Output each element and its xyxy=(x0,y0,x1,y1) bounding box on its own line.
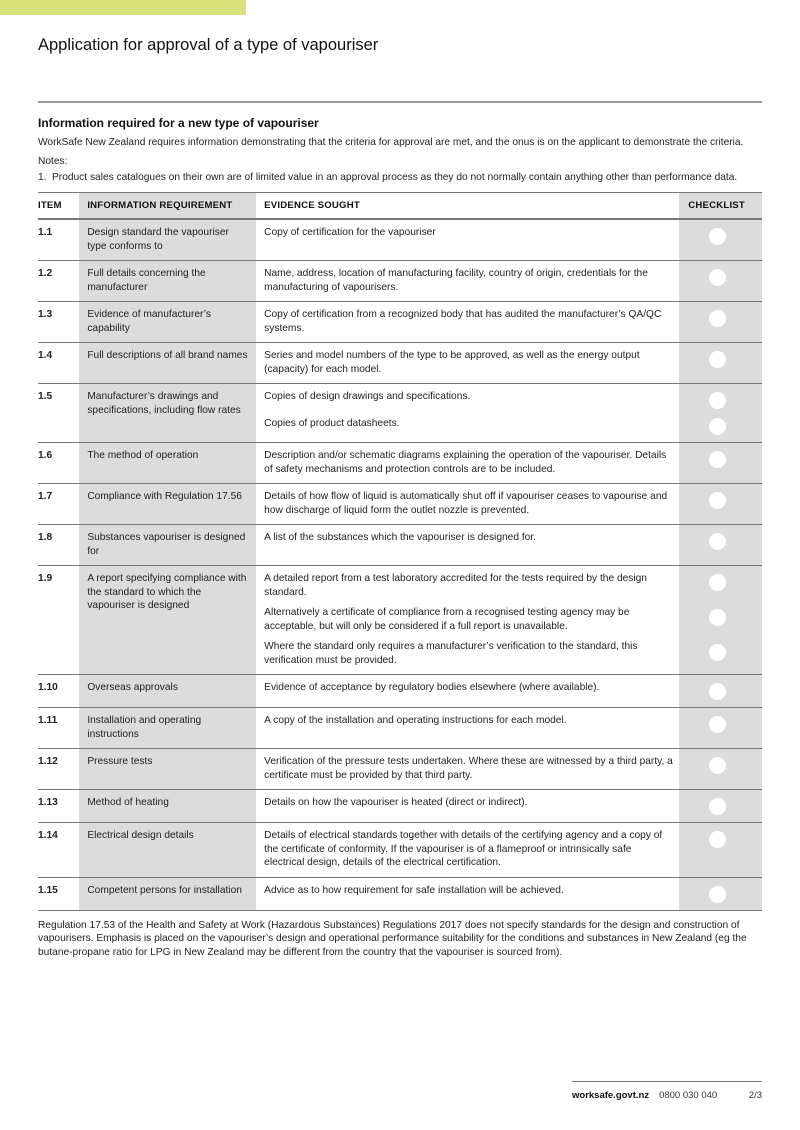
evidence-text: Copies of design drawings and specifications. xyxy=(264,391,471,402)
table-row xyxy=(38,219,762,261)
table-row xyxy=(38,675,762,708)
checklist-radio[interactable] xyxy=(709,831,726,848)
item-number: 1.9 xyxy=(38,573,53,584)
section-title: Information required for a new type of vapouriser xyxy=(38,116,319,130)
item-number: 1.2 xyxy=(38,268,53,279)
table-row xyxy=(38,790,762,823)
checklist-cell xyxy=(679,566,762,675)
table-row xyxy=(38,566,762,675)
checklist-radio[interactable] xyxy=(709,683,726,700)
checklist-cell xyxy=(679,261,762,302)
evidence-sought xyxy=(256,302,679,343)
evidence-sought xyxy=(256,749,679,790)
regulation-footnote: Regulation 17.53 of the Health and Safety at Work (Hazardous Substances) Regulations 2017 does not specify standards for the design and construction of vapourisers. Emphasis is placed on the vapouriser’s design and operational performance suitability for the conditions and substances in New Zealand (eg the butane-propane ratio for LPG in New Zealand may be different from the country that the vapouriser is sourced from). xyxy=(38,919,747,958)
information-requirement: Overseas approvals xyxy=(79,675,256,708)
table-row xyxy=(38,708,762,749)
evidence-text: A copy of the installation and operating instructions for each model. xyxy=(264,715,567,726)
item-number: 1.3 xyxy=(38,309,53,320)
item-number: 1.8 xyxy=(38,532,53,543)
item-number: 1.5 xyxy=(38,391,53,402)
table-row xyxy=(38,823,762,878)
checklist-cell xyxy=(679,443,762,484)
footer-phone: 0800 030 040 xyxy=(659,1090,718,1101)
accent-bar xyxy=(0,0,246,15)
evidence-sought xyxy=(256,484,679,525)
checklist-radio[interactable] xyxy=(709,392,726,409)
checklist-cell xyxy=(679,708,762,749)
evidence-sought xyxy=(256,675,679,708)
table-row xyxy=(38,877,762,910)
checklist-cell xyxy=(679,219,762,261)
evidence-text: Name, address, location of manufacturing facility, country of origin, credentials for the manufacturing of vapourisers. xyxy=(264,268,648,293)
table-body xyxy=(38,219,762,910)
checklist-radio[interactable] xyxy=(709,716,726,733)
evidence-text: Description and/or schematic diagrams explaining the operation of the vapouriser. Details of safety mechanisms and protection controls are to be included. xyxy=(264,450,667,475)
information-requirement: Full descriptions of all brand names xyxy=(79,343,256,384)
evidence-sought xyxy=(256,261,679,302)
checklist-cell xyxy=(679,484,762,525)
information-requirement: A report specifying compliance with the standard to which the vapouriser is designed xyxy=(79,566,256,675)
checklist-radio[interactable] xyxy=(709,574,726,591)
information-requirement: Substances vapouriser is designed for xyxy=(79,525,256,566)
evidence-text: Copy of certification for the vapouriser xyxy=(264,227,436,238)
evidence-text: Series and model numbers of the type to be approved, as well as the energy output (capacity) for each model. xyxy=(264,350,640,375)
checklist-cell xyxy=(679,749,762,790)
evidence-sought xyxy=(256,823,679,878)
checklist-radio[interactable] xyxy=(709,451,726,468)
information-requirement: Competent persons for installation xyxy=(79,877,256,910)
evidence-text: Details on how the vapouriser is heated (direct or indirect). xyxy=(264,797,528,808)
page-footer xyxy=(572,1081,762,1101)
information-requirement: Design standard the vapouriser type conforms to xyxy=(79,219,256,261)
checklist-radio[interactable] xyxy=(709,418,726,435)
information-requirement: Method of heating xyxy=(79,790,256,823)
information-requirement: Full details concerning the manufacturer xyxy=(79,261,256,302)
checklist-cell xyxy=(679,525,762,566)
header-information-requirement: INFORMATION REQUIREMENT xyxy=(79,192,256,219)
table-header-row xyxy=(38,192,762,219)
page-title: Application for approval of a type of vapouriser xyxy=(38,36,379,54)
evidence-text: Copies of product datasheets. xyxy=(264,417,400,429)
evidence-text: A detailed report from a test laboratory accredited for the tests required by the design standard. xyxy=(264,573,647,598)
item-number: 1.6 xyxy=(38,450,53,461)
evidence-sought xyxy=(256,343,679,384)
checklist-radio[interactable] xyxy=(709,351,726,368)
page-number: 2/3 xyxy=(748,1090,762,1101)
checklist-cell xyxy=(679,384,762,443)
evidence-sought xyxy=(256,525,679,566)
evidence-sought xyxy=(256,708,679,749)
title-divider xyxy=(38,101,762,103)
evidence-text: A list of the substances which the vapouriser is designed for. xyxy=(264,532,536,543)
checklist-radio[interactable] xyxy=(709,533,726,550)
header-checklist: CHECKLIST xyxy=(679,192,762,219)
information-requirement: Compliance with Regulation 17.56 xyxy=(79,484,256,525)
note-number: 1. xyxy=(38,172,47,183)
checklist-radio[interactable] xyxy=(709,269,726,286)
checklist-radio[interactable] xyxy=(709,886,726,903)
item-number: 1.10 xyxy=(38,682,58,693)
note-text: Product sales catalogues on their own are of limited value in an approval process as they do not normally contain anything other than performance data. xyxy=(52,172,738,183)
intro-paragraph: WorkSafe New Zealand requires information demonstrating that the criteria for approval are met, and the onus is on the applicant to demonstrate the criteria. xyxy=(38,137,744,148)
main-content xyxy=(38,116,762,959)
checklist-cell xyxy=(679,675,762,708)
notes-label: Notes: xyxy=(38,155,68,167)
information-requirement: Installation and operating instructions xyxy=(79,708,256,749)
information-requirement: Pressure tests xyxy=(79,749,256,790)
item-number: 1.11 xyxy=(38,715,58,726)
table-row xyxy=(38,484,762,525)
information-requirement: Manufacturer’s drawings and specifications, including flow rates xyxy=(79,384,256,443)
information-requirement: Electrical design details xyxy=(79,823,256,878)
evidence-text: Advice as to how requirement for safe installation will be achieved. xyxy=(264,884,564,896)
evidence-text: Verification of the pressure tests undertaken. Where these are witnessed by a third party, a certificate must be provided by that third party. xyxy=(264,756,673,781)
evidence-text: Alternatively a certificate of compliance from a recognised testing agency may be acceptable, but will only be considered if a full report is unavailable. xyxy=(264,607,630,632)
checklist-radio[interactable] xyxy=(709,310,726,327)
evidence-sought xyxy=(256,443,679,484)
checklist-radio[interactable] xyxy=(709,492,726,509)
evidence-text: Details of how flow of liquid is automatically shut off if vapouriser ceases to vapourise and how discharge of liquid form the outlet nozzle is prevented. xyxy=(264,491,668,516)
evidence-sought xyxy=(256,877,679,910)
checklist-radio[interactable] xyxy=(709,609,726,626)
evidence-text: Copy of certification from a recognized body that has audited the manufacturer’s QA/QC systems. xyxy=(264,309,662,334)
requirements-table xyxy=(38,192,762,911)
evidence-sought xyxy=(256,790,679,823)
table-row xyxy=(38,261,762,302)
checklist-cell xyxy=(679,823,762,878)
item-number: 1.13 xyxy=(38,797,58,808)
checklist-radio[interactable] xyxy=(709,644,726,661)
checklist-cell xyxy=(679,302,762,343)
note-item xyxy=(38,171,762,185)
evidence-text: Where the standard only requires a manufacturer’s verification to the standard, this verification must be provided. xyxy=(264,641,638,666)
footer-divider xyxy=(572,1081,762,1082)
table-row xyxy=(38,443,762,484)
footer-website: worksafe.govt.nz xyxy=(572,1090,650,1101)
table-row xyxy=(38,525,762,566)
information-requirement: The method of operation xyxy=(79,443,256,484)
item-number: 1.12 xyxy=(38,756,58,767)
checklist-cell xyxy=(679,790,762,823)
evidence-sought xyxy=(256,384,679,443)
header-item: ITEM xyxy=(38,199,62,211)
table-row xyxy=(38,749,762,790)
item-number: 1.1 xyxy=(38,227,53,238)
checklist-radio[interactable] xyxy=(709,798,726,815)
checklist-radio[interactable] xyxy=(709,757,726,774)
header-evidence-sought: EVIDENCE SOUGHT xyxy=(264,199,360,211)
item-number: 1.7 xyxy=(38,491,53,502)
item-number: 1.14 xyxy=(38,830,58,841)
evidence-text: Details of electrical standards together with details of the certifying agency and a copy of the certificate of conformity. If the vapouriser is of a flameproof or intrinsically safe electrical design, details of the electrical certification. xyxy=(264,830,663,868)
information-requirement: Evidence of manufacturer’s capability xyxy=(79,302,256,343)
table-row xyxy=(38,343,762,384)
item-number: 1.15 xyxy=(38,884,58,896)
evidence-sought xyxy=(256,566,679,675)
evidence-sought xyxy=(256,219,679,261)
checklist-radio[interactable] xyxy=(709,228,726,245)
checklist-cell xyxy=(679,877,762,910)
checklist-cell xyxy=(679,343,762,384)
item-number: 1.4 xyxy=(38,350,53,361)
table-row xyxy=(38,302,762,343)
table-row xyxy=(38,384,762,443)
evidence-text: Evidence of acceptance by regulatory bodies elsewhere (where available). xyxy=(264,682,600,693)
